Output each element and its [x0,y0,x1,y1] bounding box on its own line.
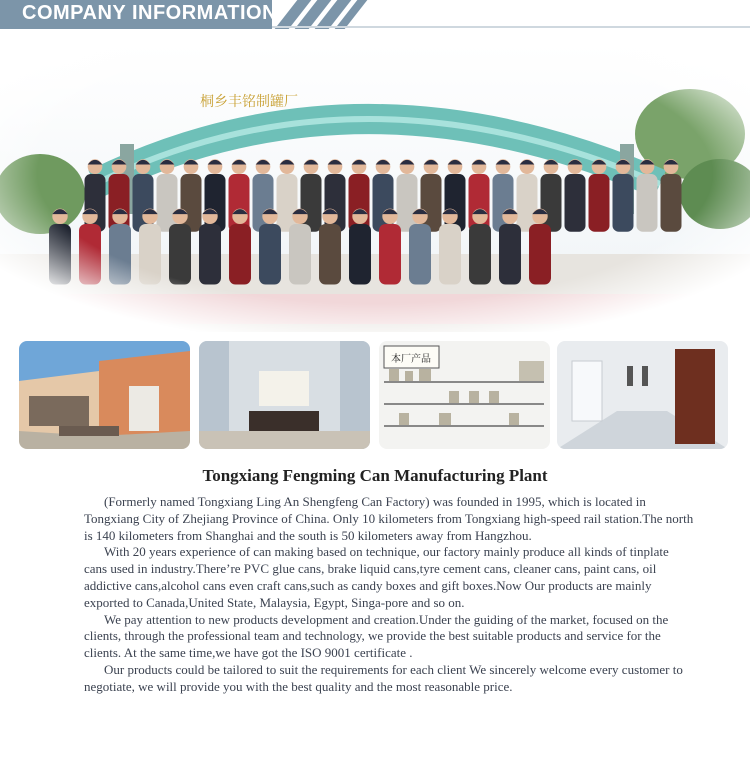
description-paragraph: With 20 years experience of can making based on technique, our factory mainly produce all kinds of tinplate cans used in industry.There’re PVC glue cans, brake liquid cans,tyre cement cans, cleaner cans, paint cans, oil addictive cans,alcohol cans even craft cans,such as candy boxes and gift boxes.Now Our products are mainly exported to Canada,United State, Malaysia, Egypt, Singa-pore and so on. [84,544,669,610]
thumbnail-factory-exterior [19,341,190,449]
company-description [84,494,694,696]
company-heading: Tongxiang Fengming Can Manufacturing Plant [202,466,548,485]
thumbnail-office-corridor [557,341,728,449]
description-paragraph: We pay attention to new products development and creation.Under the guiding of the market, focused on the clients, through the professional team and technology, we provide the best suitable products and service for the clients. At the same time,we have got the ISO 9001 certificate . [84,611,669,661]
thumbnail-row [0,341,750,451]
banner-title: COMPANY INFORMATION [22,2,278,24]
section-banner [0,0,750,32]
thumbnail-meeting-room [199,341,370,449]
thumbnail-product-shelves [379,341,550,449]
shelf-sign-text: 本厂产品 [391,354,431,365]
group-photo [0,44,750,332]
banner-underline [272,26,750,28]
description-paragraph: (Formerly named Tongxiang Ling An Shengfeng Can Factory) was founded in 1995, which is located in Tongxiang City of Zhejiang Province of China. Only 10 kilometers from Tongxiang high-speed rail station.The north is 140 kilometers from Shanghai and the south is 50 kilometers away from Hangzhou. [84,494,694,543]
description-paragraph: Our products could be tailored to suit the requirements for each client We sincerely welcome every customer to negotiate, we will provide you with the best quality and the most reasonable price. [84,661,683,694]
